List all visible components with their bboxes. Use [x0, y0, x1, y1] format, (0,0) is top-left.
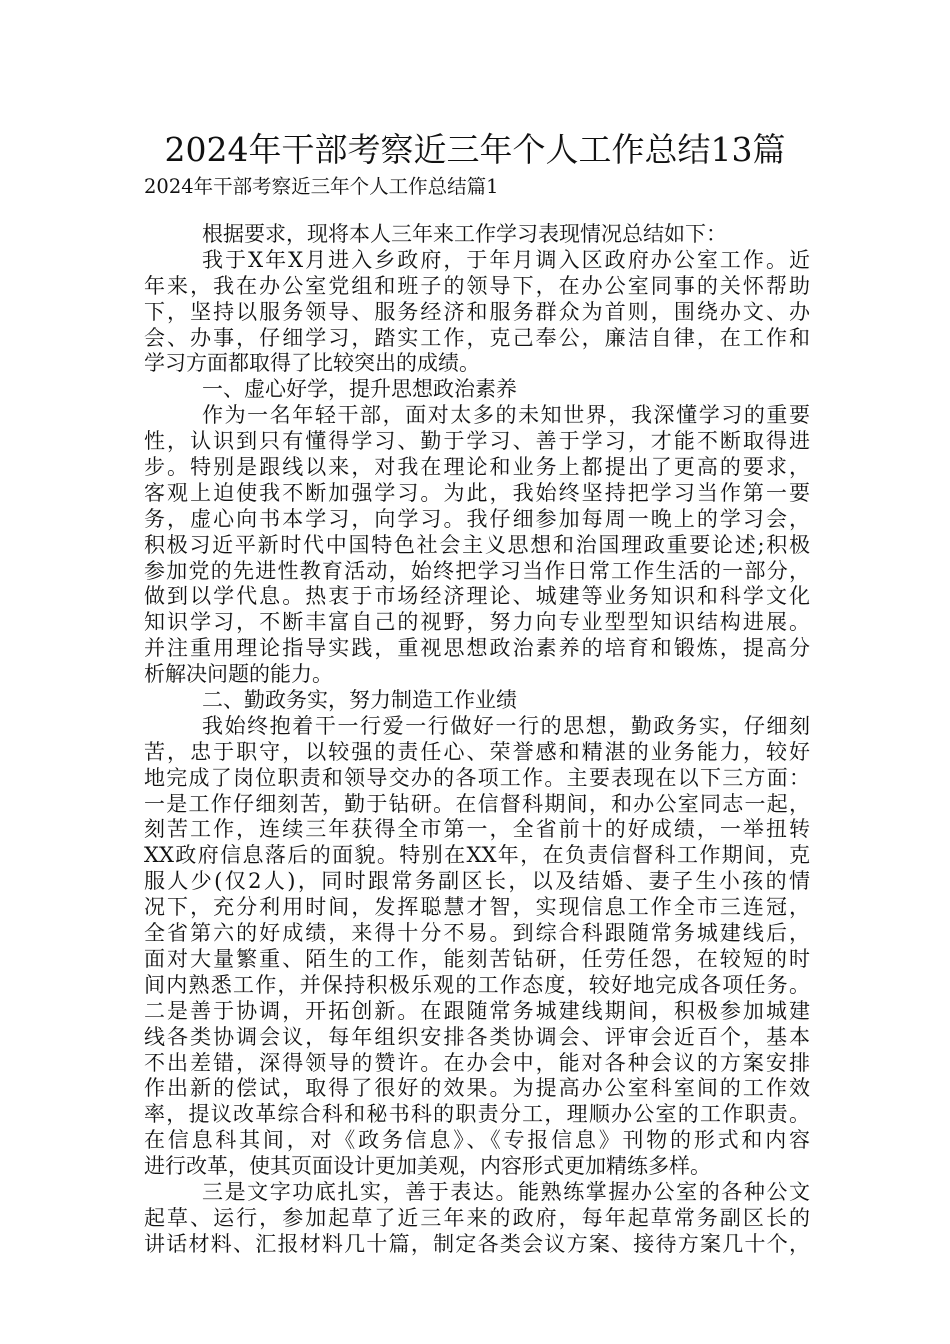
paragraph-line: 率，提议改革综合科和秘书科的职责分工，理顺办公室的工作职责。	[144, 1102, 810, 1127]
document-title: 2024年干部考察近三年个人工作总结13篇	[164, 130, 786, 169]
paragraph-line: 学习方面都取得了比较突出的成绩。	[144, 351, 480, 376]
paragraph-line: 我于X年X月进入乡政府，于年月调入区政府办公室工作。近	[202, 247, 810, 272]
paragraph-line: 参加党的先进性教育活动，始终把学习当作日常工作生活的一部分，	[144, 558, 810, 583]
paragraph-line: 二是善于协调，开拓创新。在跟随常务城建线期间，积极参加城建	[144, 998, 810, 1023]
paragraph-line: 年来，我在办公室党组和班子的领导下，在办公室同事的关怀帮助	[144, 273, 810, 298]
paragraph-line: 下，坚持以服务领导、服务经济和服务群众为首则，围绕办文、办	[144, 299, 810, 324]
paragraph-line: 起草、运行，参加起草了近三年来的政府，每年起草常务副区长的	[144, 1205, 810, 1230]
paragraph-line: 客观上迫使我不断加强学习。为此，我始终坚持把学习当作第一要	[144, 480, 810, 505]
paragraph-line: 地完成了岗位职责和领导交办的各项工作。主要表现在以下三方面：	[144, 765, 810, 790]
paragraph-line: 做到以学代息。热衷于市场经济理论、城建等业务知识和科学文化	[144, 584, 810, 609]
paragraph-line: 面对大量繁重、陌生的工作，能刻苦钻研，任劳任怨，在较短的时	[144, 946, 810, 971]
paragraph-line: 知识学习，不断丰富自己的视野，努力向专业型型知识结构进展。	[144, 610, 810, 635]
paragraph-line: 积极习近平新时代中国特色社会主义思想和治国理政重要论述;积极	[144, 532, 810, 557]
paragraph-line: 步。特别是跟线以来，对我在理论和业务上都提出了更高的要求，	[144, 455, 810, 480]
paragraph-line: 刻苦工作，连续三年获得全市第一，全省前十的好成绩，一举扭转	[144, 817, 810, 842]
paragraph-line: 根据要求，现将本人三年来工作学习表现情况总结如下：	[202, 222, 727, 246]
paragraph-line: 况下，充分利用时间，发挥聪慧才智，实现信息工作全市三连冠，	[144, 895, 810, 920]
paragraph-line: 不出差错，深得领导的赞许。在办会中，能对各种会议的方案安排	[144, 1050, 810, 1075]
paragraph-line: 作出新的偿试，取得了很好的效果。为提高办公室科室间的工作效	[144, 1076, 810, 1101]
paragraph-line: 二、勤政务实，努力制造工作业绩	[202, 688, 517, 713]
paragraph-line: 作为一名年轻干部，面对太多的未知世界，我深懂学习的重要	[202, 403, 810, 428]
paragraph-line: 全省第六的好成绩，来得十分不易。到综合科跟随常务城建线后，	[144, 921, 810, 946]
paragraph-line: 一、虚心好学，提升思想政治素养	[202, 377, 517, 402]
document-body	[144, 222, 810, 1258]
document-subtitle: 2024年干部考察近三年个人工作总结篇1	[144, 175, 499, 198]
paragraph-line: 性，认识到只有懂得学习、勤于学习、善于学习，才能不断取得进	[144, 429, 810, 454]
paragraph-line: 一是工作仔细刻苦，勤于钻研。在信督科期间，和办公室同志一起，	[144, 791, 810, 816]
paragraph-line: 在信息科其间，对《政务信息》、《专报信息》刊物的形式和内容	[144, 1128, 810, 1153]
paragraph-line: 进行改革，使其页面设计更加美观，内容形式更加精练多样。	[144, 1154, 711, 1179]
paragraph-line: 三是文字功底扎实，善于表达。能熟练掌握办公室的各种公文	[202, 1179, 810, 1204]
paragraph-line: 并注重用理论指导实践，重视思想政治素养的培育和锻炼，提高分	[144, 636, 810, 661]
paragraph-line: 间内熟悉工作，并保持积极乐观的工作态度，较好地完成各项任务。	[144, 972, 810, 997]
paragraph-line: 讲话材料、汇报材料几十篇，制定各类会议方案、接待方案几十个，	[144, 1231, 810, 1256]
paragraph-line: 务，虚心向书本学习，向学习。我仔细参加每周一晚上的学习会，	[144, 506, 810, 531]
paragraph-line: 服人少(仅2人)，同时跟常务副区长，以及结婚、妻子生小孩的情	[144, 869, 810, 894]
paragraph-line: 我始终抱着干一行爱一行做好一行的思想，勤政务实，仔细刻	[202, 713, 810, 738]
paragraph-line: XX政府信息落后的面貌。特别在XX年，在负责信督科工作期间，克	[144, 843, 810, 868]
paragraph-line: 苦，忠于职守，以较强的责任心、荣誉感和精湛的业务能力，较好	[144, 739, 810, 764]
paragraph-line: 线各类协调会议，每年组织安排各类协调会、评审会近百个，基本	[144, 1024, 810, 1049]
paragraph-line: 会、办事，仔细学习，踏实工作，克己奉公，廉洁自律，在工作和	[144, 325, 810, 350]
paragraph-line: 析解决问题的能力。	[144, 662, 333, 687]
